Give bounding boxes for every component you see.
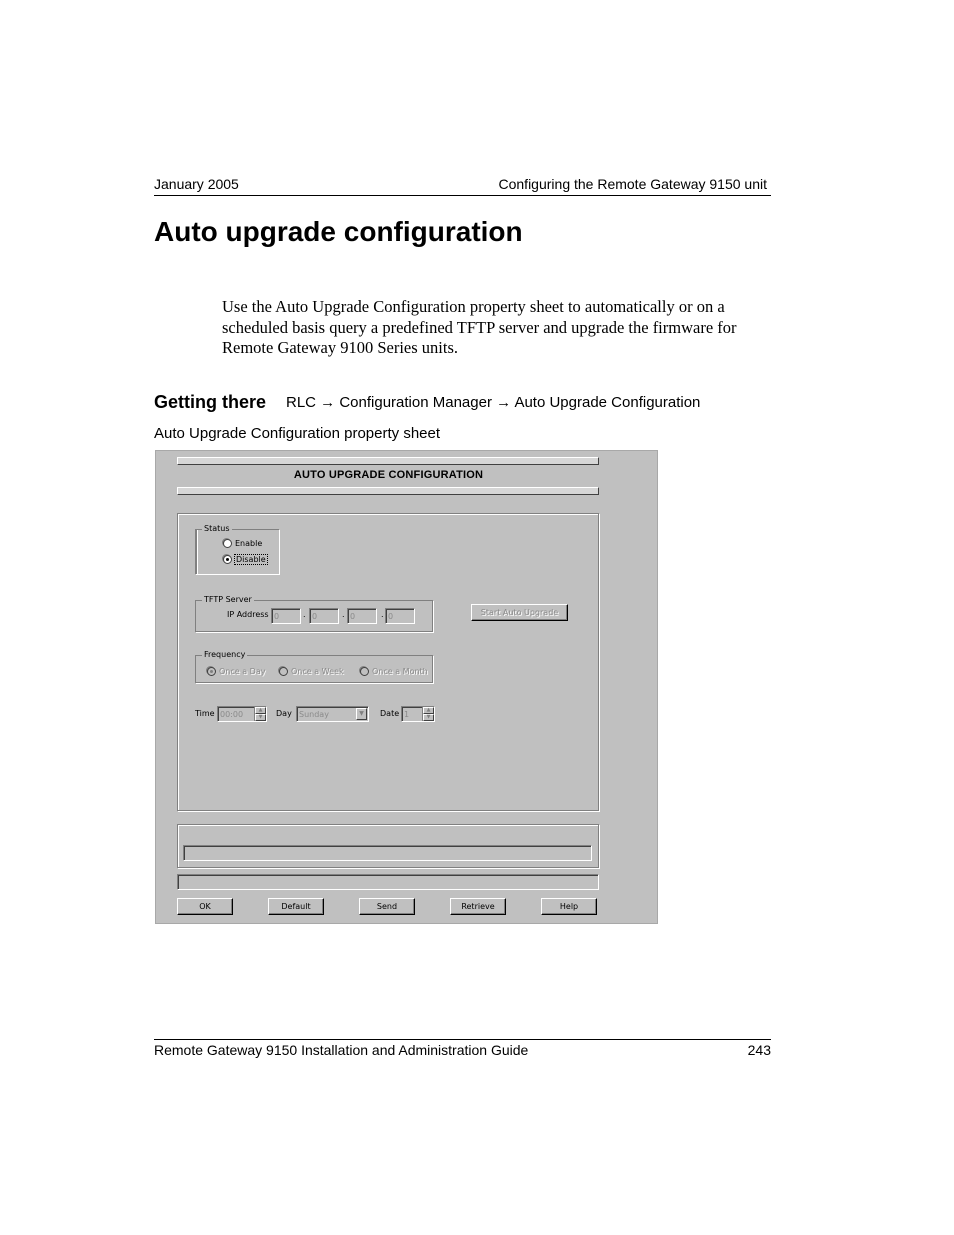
time-spinner[interactable] [254,707,266,721]
once-a-day-label[interactable]: Once a Day [219,667,266,676]
spin-down-icon[interactable]: ▼ [255,714,266,721]
status-group-edge [195,529,197,574]
getting-there-path: RLC → Configuration Manager → Auto Upgrade Configuration [286,394,701,411]
intro-paragraph: Use the Auto Upgrade Configuration property sheet to automatically or on a scheduled basis query a predefined TFTP server and upgrade the firmware for Remote Gateway 9100 Series units. [222,297,737,357]
frequency-legend: Frequency [204,650,246,659]
date-field[interactable] [401,706,435,722]
date-spinner[interactable] [422,707,434,721]
ip-dot-2: . [342,610,345,619]
once-a-week-radio[interactable] [279,667,288,676]
spin-up-icon[interactable]: ▲ [423,707,434,714]
spin-up-icon[interactable]: ▲ [255,707,266,714]
date-label: Date [380,709,400,718]
day-label: Day [276,709,292,718]
header-chapter: Configuring the Remote Gateway 9150 unit [498,176,767,192]
page-title: Auto upgrade configuration [154,216,523,247]
help-button[interactable]: Help [541,898,597,915]
heading-top-bar [177,457,599,465]
status-message-field [183,845,592,861]
day-select[interactable] [296,706,369,722]
time-field[interactable] [217,706,267,722]
ip-address-label: IP Address [227,610,269,619]
retrieve-button[interactable]: Retrieve [450,898,506,915]
ip-octet-1[interactable]: 0 [271,608,301,624]
once-a-day-radio[interactable] [207,667,216,676]
status-legend: Status [204,524,230,533]
once-a-week-label[interactable]: Once a Week [291,667,344,676]
default-button[interactable]: Default [268,898,324,915]
send-button[interactable]: Send [359,898,415,915]
footer-rule [154,1039,771,1040]
once-a-month-label[interactable]: Once a Month [372,667,428,676]
figure-caption: Auto Upgrade Configuration property sheet [154,425,441,442]
ip-octet-4[interactable]: 0 [385,608,415,624]
time-label: Time [195,709,215,718]
dropdown-arrow-icon[interactable]: ▼ [356,708,367,720]
disable-radio[interactable] [223,555,232,564]
footer-guide-title: Remote Gateway 9150 Installation and Administration Guide [154,1042,529,1058]
header-date: January 2005 [154,176,239,192]
disable-label[interactable]: Disable [236,555,266,564]
header-rule [154,195,771,196]
time-value: 00:00 [220,710,244,719]
getting-there-label: Getting there [154,392,267,412]
enable-label[interactable]: Enable [235,539,263,548]
auto-upgrade-dialog [155,450,658,924]
progress-bar [177,874,599,890]
footer-page-number: 243 [747,1042,771,1058]
spin-down-icon[interactable]: ▼ [423,714,434,721]
ip-dot-1: . [303,610,306,619]
start-auto-upgrade-button[interactable]: Start Auto Upgrade [471,604,568,621]
ip-dot-3: . [381,610,384,619]
status-group [195,529,279,574]
dialog-heading: AUTO UPGRADE CONFIGURATION [293,469,484,481]
day-value: Sunday [299,710,329,719]
ip-octet-3[interactable]: 0 [347,608,377,624]
tftp-legend: TFTP Server [204,595,252,604]
enable-radio[interactable] [223,539,232,548]
ok-button[interactable]: OK [177,898,233,915]
once-a-month-radio[interactable] [360,667,369,676]
heading-bottom-bar [177,487,599,495]
ip-octet-2[interactable]: 0 [309,608,339,624]
date-value: 1 [404,710,410,719]
